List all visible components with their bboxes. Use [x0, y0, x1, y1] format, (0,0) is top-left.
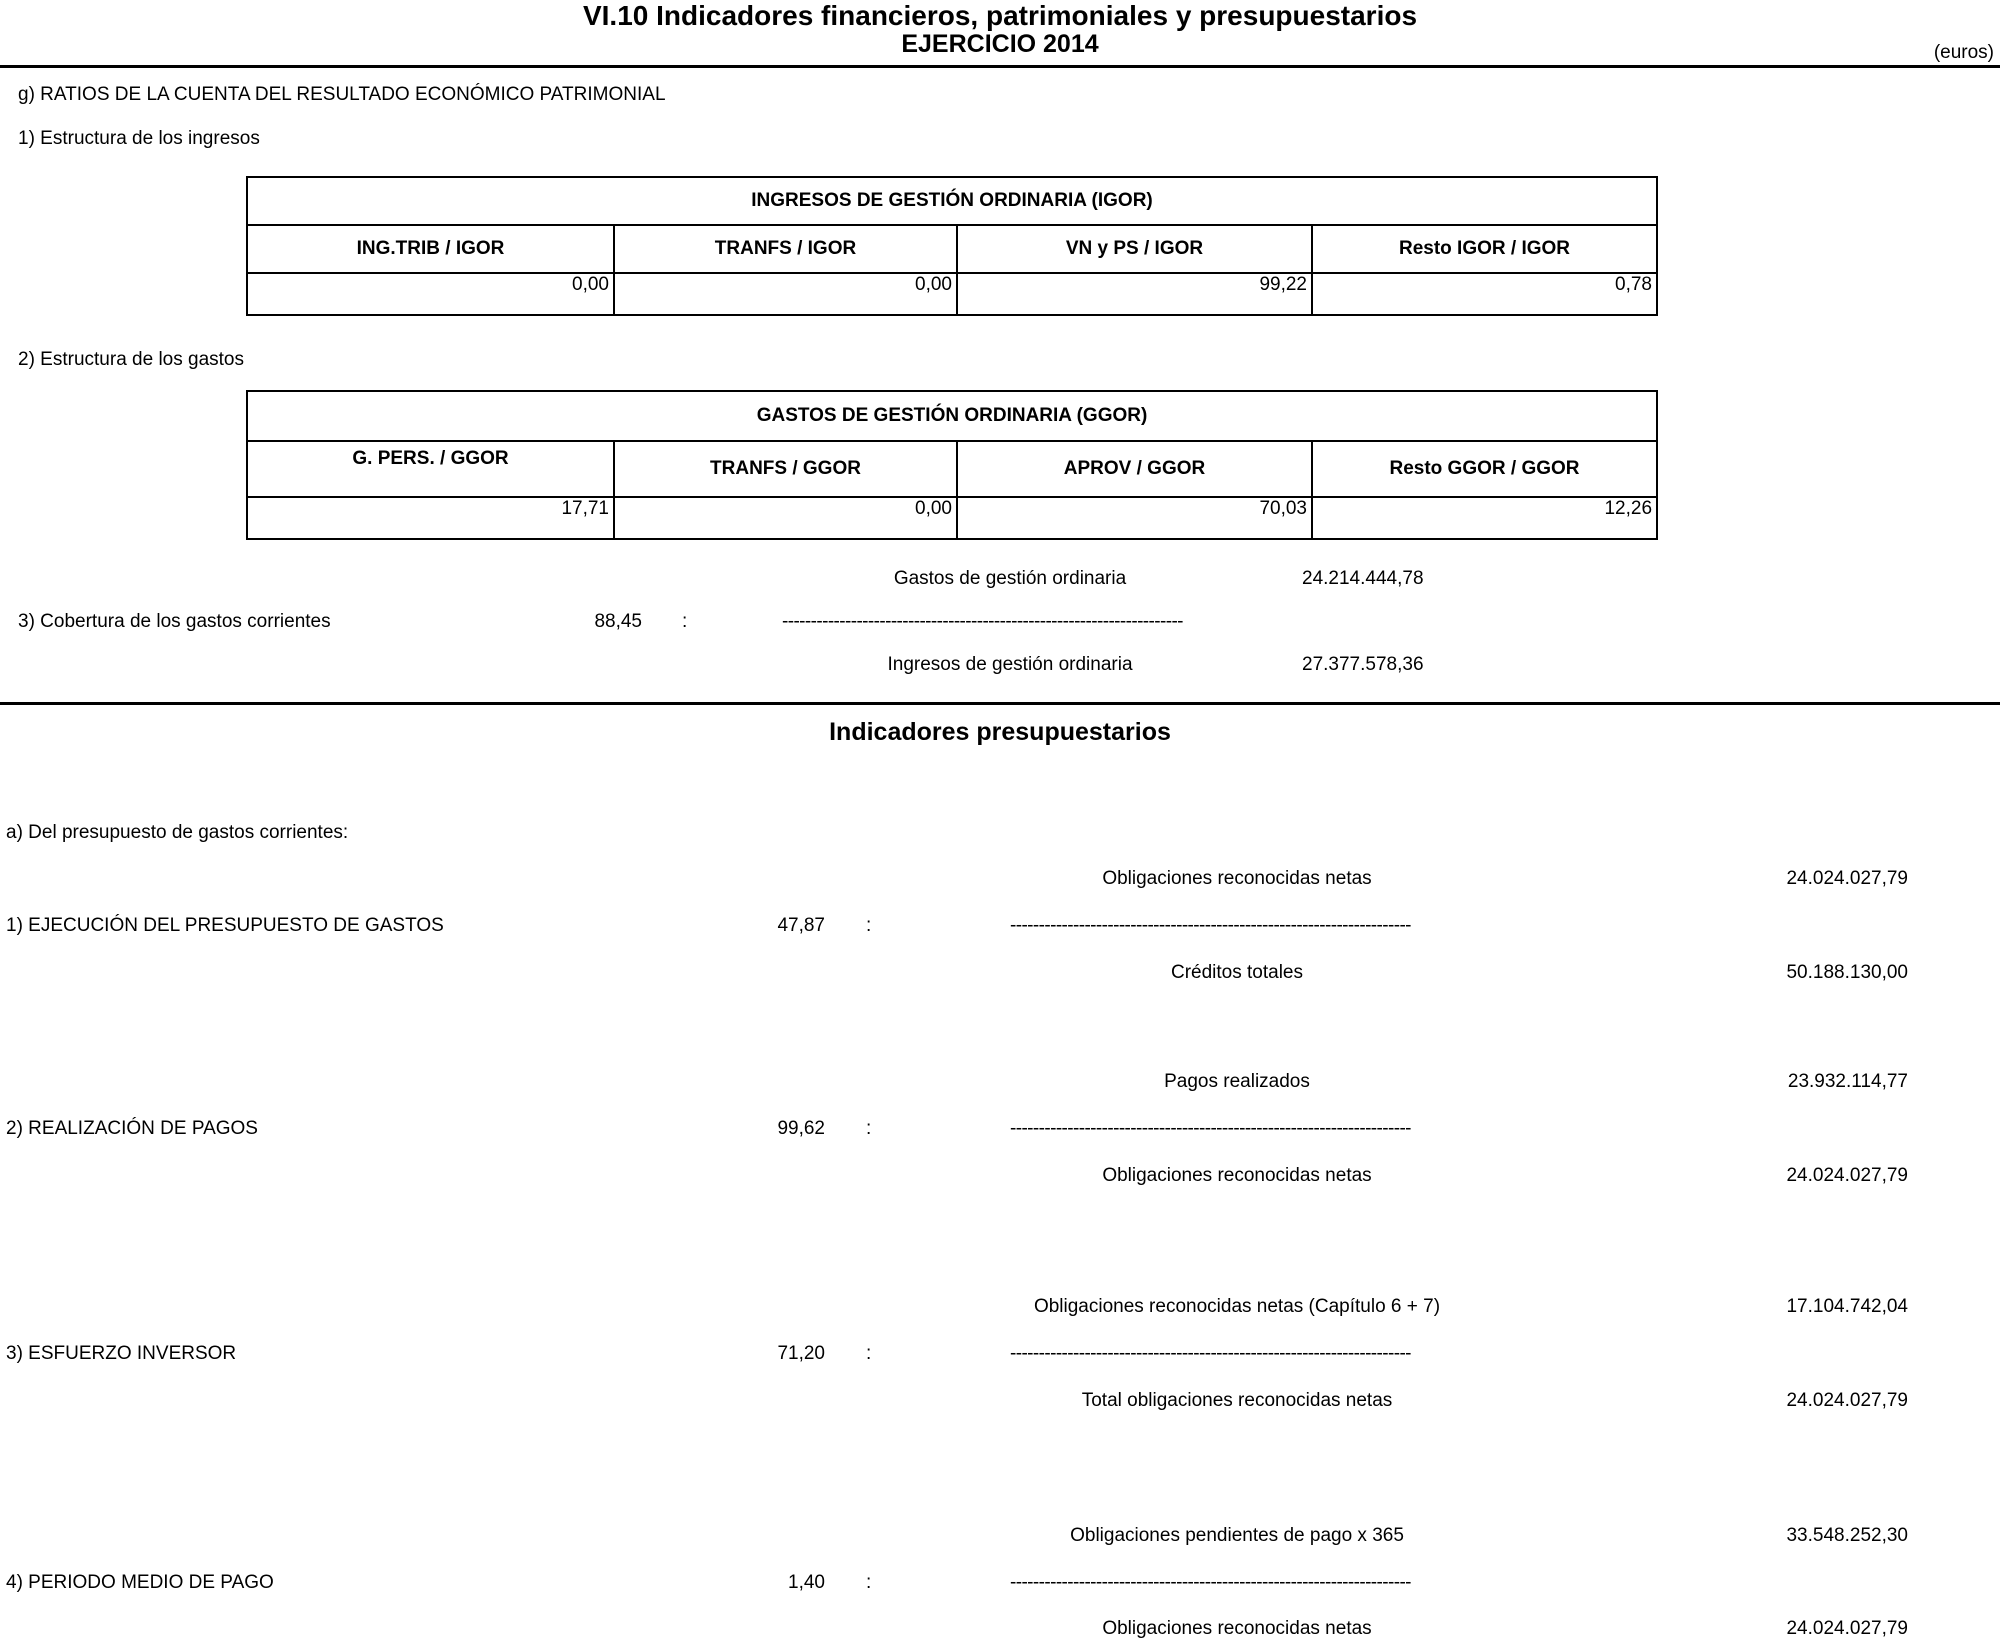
ingresos-value: 0,00 — [614, 273, 957, 315]
indicator-denominator-value: 24.024.027,79 — [1786, 1165, 1908, 1186]
gastos-value: 17,71 — [247, 497, 614, 539]
ingresos-col-header: TRANFS / IGOR — [614, 225, 957, 273]
ingresos-value: 0,78 — [1312, 273, 1657, 315]
indicator-colon: : — [866, 1572, 872, 1593]
ingresos-table — [246, 176, 1658, 316]
indicator-numerator-label: Obligaciones reconocidas netas — [1102, 868, 1372, 889]
indicator-denominator-value: 50.188.130,00 — [1786, 962, 1908, 983]
ingresos-label: 1) Estructura de los ingresos — [18, 128, 260, 149]
cobertura-colon: : — [682, 611, 688, 632]
cobertura-numerator-value: 24.214.444,78 — [1302, 568, 1424, 589]
ingresos-col-header: VN y PS / IGOR — [957, 225, 1312, 273]
indicator-fraction-line: ---------------------------------------------------------------------- — [1010, 1118, 1411, 1139]
indicator-numerator-label: Obligaciones pendientes de pago x 365 — [1070, 1525, 1404, 1546]
unit-label: (euros) — [1933, 42, 1994, 63]
ingresos-col-header: Resto IGOR / IGOR — [1312, 225, 1657, 273]
indicator-denominator-value: 24.024.027,79 — [1786, 1390, 1908, 1411]
indicator-numerator-label: Pagos realizados — [1164, 1071, 1310, 1092]
indicator-denominator-value: 24.024.027,79 — [1786, 1618, 1908, 1639]
indicator-numerator-value: 23.932.114,77 — [1787, 1071, 1908, 1092]
gastos-col-header: APROV / GGOR — [957, 441, 1312, 497]
cobertura-denominator-value: 27.377.578,36 — [1302, 654, 1424, 675]
indicator-label: 3) ESFUERZO INVERSOR — [6, 1343, 237, 1364]
section-g-title: g) RATIOS DE LA CUENTA DEL RESULTADO ECONÓMICO PATRIMONIAL — [18, 84, 666, 105]
gastos-table-title: GASTOS DE GESTIÓN ORDINARIA (GGOR) — [247, 391, 1657, 441]
indicator-value: 1,40 — [788, 1572, 825, 1593]
cobertura-fraction-line: ---------------------------------------------------------------------- — [782, 611, 1183, 632]
indicator-denominator-label: Obligaciones reconocidas netas — [1102, 1618, 1372, 1639]
indicator-fraction-line: ---------------------------------------------------------------------- — [1010, 1572, 1411, 1593]
indicator-label: 4) PERIODO MEDIO DE PAGO — [6, 1572, 274, 1593]
header-divider — [0, 65, 2000, 68]
ingresos-value: 0,00 — [247, 273, 614, 315]
indicator-value: 47,87 — [777, 915, 825, 936]
indicator-value: 71,20 — [777, 1343, 825, 1364]
indicator-label: 1) EJECUCIÓN DEL PRESUPUESTO DE GASTOS — [6, 915, 444, 936]
gastos-label: 2) Estructura de los gastos — [18, 349, 244, 370]
cobertura-numerator-label: Gastos de gestión ordinaria — [893, 568, 1127, 589]
cobertura-value: 88,45 — [594, 611, 642, 632]
presupuestarios-title: Indicadores presupuestarios — [829, 718, 1171, 746]
indicator-numerator-value: 17.104.742,04 — [1786, 1296, 1908, 1317]
indicator-numerator-value: 33.548.252,30 — [1786, 1525, 1908, 1546]
indicator-denominator-label: Total obligaciones reconocidas netas — [1081, 1390, 1393, 1411]
indicator-numerator-label: Obligaciones reconocidas netas (Capítulo 6 + 7) — [1033, 1296, 1441, 1317]
ingresos-table-title: INGRESOS DE GESTIÓN ORDINARIA (IGOR) — [247, 177, 1657, 225]
page-subtitle: EJERCICIO 2014 — [901, 30, 1099, 58]
indicator-fraction-line: ---------------------------------------------------------------------- — [1010, 915, 1411, 936]
indicator-numerator-value: 24.024.027,79 — [1786, 868, 1908, 889]
indicator-label: 2) REALIZACIÓN DE PAGOS — [6, 1118, 258, 1139]
gastos-col-header: Resto GGOR / GGOR — [1312, 441, 1657, 497]
gastos-col-header: TRANFS / GGOR — [614, 441, 957, 497]
ingresos-value: 99,22 — [957, 273, 1312, 315]
cobertura-denominator-label: Ingresos de gestión ordinaria — [887, 654, 1133, 675]
indicator-denominator-label: Créditos totales — [1170, 962, 1303, 983]
indicator-colon: : — [866, 915, 872, 936]
page-title: VI.10 Indicadores financieros, patrimoniales y presupuestarios — [582, 0, 1418, 31]
presupuestarios-subsection: a) Del presupuesto de gastos corrientes: — [6, 822, 349, 843]
indicator-value: 99,62 — [777, 1118, 825, 1139]
gastos-table — [246, 390, 1658, 540]
gastos-value: 12,26 — [1312, 497, 1657, 539]
gastos-value: 70,03 — [957, 497, 1312, 539]
section-divider — [0, 702, 2000, 705]
indicator-denominator-label: Obligaciones reconocidas netas — [1102, 1165, 1372, 1186]
indicator-colon: : — [866, 1343, 872, 1364]
indicator-colon: : — [866, 1118, 872, 1139]
gastos-col-header: G. PERS. / GGOR — [247, 441, 614, 497]
ingresos-col-header: ING.TRIB / IGOR — [247, 225, 614, 273]
cobertura-label: 3) Cobertura de los gastos corrientes — [18, 611, 331, 632]
indicator-fraction-line: ---------------------------------------------------------------------- — [1010, 1343, 1411, 1364]
gastos-value: 0,00 — [614, 497, 957, 539]
